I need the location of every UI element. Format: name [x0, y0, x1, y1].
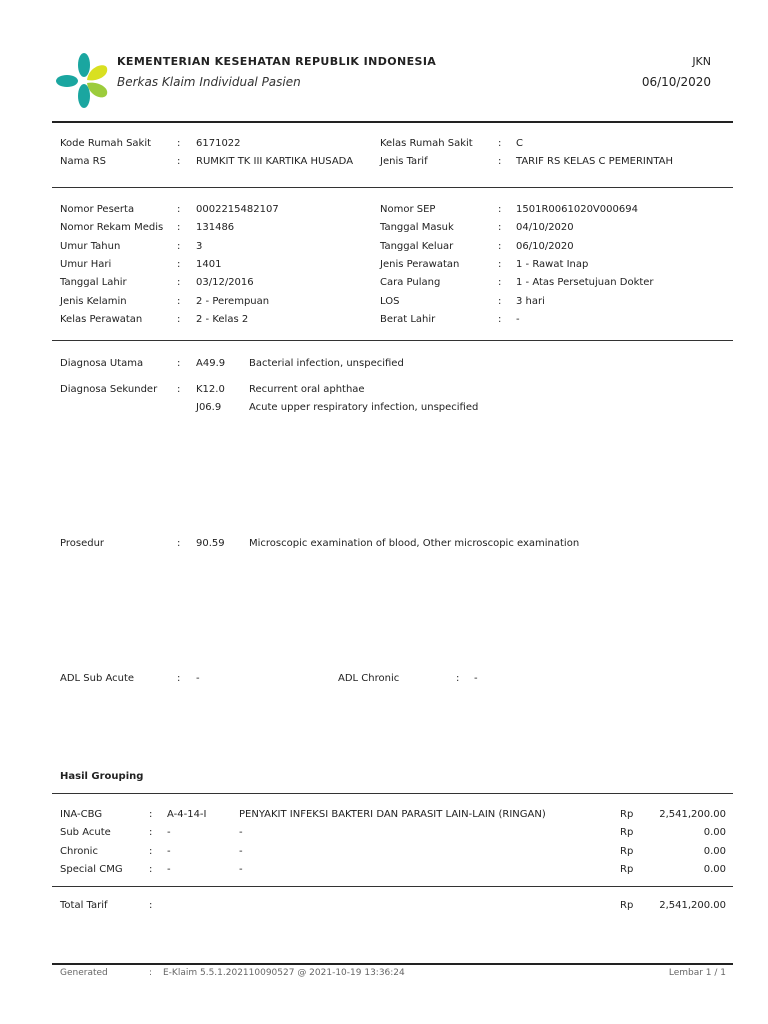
grouping-row-code: A-4-14-I	[167, 809, 207, 820]
grouping-row-amount: 0.00	[703, 845, 726, 857]
grouping-row-label: Special CMG	[60, 863, 123, 875]
adl-chronic-label: ADL Chronic	[338, 673, 400, 684]
grouping-row-label: Chronic	[60, 845, 98, 857]
grouping-row-desc: -	[239, 827, 243, 839]
patient-field-label: LOS	[380, 295, 400, 307]
diagnosa-sekunder-desc: Recurrent oral aphthae	[249, 384, 365, 395]
colon: :	[498, 240, 502, 252]
grouping-row-label: INA-CBG	[60, 809, 103, 820]
grouping-row-currency: Rp	[620, 827, 634, 839]
colon: :	[498, 156, 502, 167]
patient-field-label: Cara Pulang	[380, 277, 441, 289]
grouping-row-currency: Rp	[620, 845, 634, 857]
document-date: 06/10/2020	[641, 75, 711, 89]
colon: :	[149, 968, 153, 978]
colon: :	[177, 295, 181, 307]
nama-rs-value: RUMKIT TK III KARTIKA HUSADA	[196, 156, 354, 167]
grouping-row-code: -	[167, 863, 171, 875]
adl-chronic-value: -	[474, 673, 478, 684]
patient-field-value: 1501R0061020V000694	[516, 204, 638, 215]
patient-field-label: Nomor SEP	[380, 204, 436, 215]
colon: :	[177, 538, 181, 549]
diagnosa-utama-desc: Bacterial infection, unspecified	[249, 358, 404, 369]
colon: :	[149, 827, 153, 839]
colon: :	[177, 384, 181, 395]
kemenkes-logo	[55, 52, 111, 110]
patient-field-label: Tanggal Lahir	[60, 277, 127, 289]
patient-field-value: 2 - Perempuan	[196, 295, 270, 307]
colon: :	[177, 258, 181, 270]
grouping-row-desc: -	[239, 845, 243, 857]
colon: :	[177, 673, 181, 684]
patient-field-value: 0002215482107	[196, 204, 279, 215]
patient-field-value: 131486	[196, 222, 235, 234]
hasil-grouping-title: Hasil Grouping	[60, 771, 144, 782]
colon: :	[498, 313, 502, 325]
grouping-row-currency: Rp	[620, 863, 634, 875]
patient-field-value: 3 hari	[516, 295, 545, 307]
patient-field-value: 3	[196, 240, 203, 252]
colon: :	[456, 673, 460, 684]
diagnosa-sekunder-desc: Acute upper respiratory infection, unspecified	[249, 402, 479, 413]
patient-field-label: Umur Tahun	[60, 240, 121, 252]
section-divider	[52, 340, 733, 341]
footer-divider	[52, 963, 733, 965]
patient-field-label: Jenis Kelamin	[60, 295, 127, 307]
kode-rs-label: Kode Rumah Sakit	[60, 138, 152, 149]
logo-petal-bottom-right	[87, 83, 107, 98]
colon: :	[498, 295, 502, 307]
generated-value: E-Klaim 5.5.1.202110090527 @ 2021-10-19 13:36:24	[163, 968, 405, 978]
patient-field-value: 04/10/2020	[516, 222, 574, 234]
grouping-row-code: -	[167, 845, 171, 857]
prosedur-code: 90.59	[196, 538, 225, 549]
patient-field-value: -	[516, 313, 520, 325]
logo-leaf-left	[56, 75, 78, 87]
jenis-tarif-value: TARIF RS KELAS C PEMERINTAH	[516, 156, 674, 167]
colon: :	[149, 863, 153, 875]
program-label: JKN	[692, 55, 711, 68]
kelas-rs-label: Kelas Rumah Sakit	[380, 138, 473, 149]
patient-field-label: Umur Hari	[60, 258, 112, 270]
diagnosa-utama-label: Diagnosa Utama	[60, 358, 144, 369]
grouping-row-desc: PENYAKIT INFEKSI BAKTERI DAN PARASIT LAIN-LAIN (RINGAN)	[239, 809, 546, 820]
prosedur-label: Prosedur	[60, 538, 105, 549]
patient-field-label: Kelas Perawatan	[60, 313, 143, 325]
page-number: Lembar 1 / 1	[668, 968, 726, 978]
colon: :	[177, 204, 181, 215]
grouping-row-label: Sub Acute	[60, 827, 111, 839]
colon: :	[177, 313, 181, 325]
colon: :	[149, 900, 153, 911]
diagnosa-sekunder-code: J06.9	[196, 402, 222, 413]
patient-field-value: 03/12/2016	[196, 277, 254, 289]
colon: :	[177, 156, 181, 167]
generated-label: Generated	[60, 968, 108, 978]
total-amount: 2,541,200.00	[659, 900, 726, 911]
org-title: KEMENTERIAN KESEHATAN REPUBLIK INDONESIA	[117, 55, 437, 68]
prosedur-desc: Microscopic examination of blood, Other microscopic examination	[249, 538, 580, 549]
colon: :	[177, 222, 181, 234]
diagnosa-sekunder-code: K12.0	[196, 384, 225, 395]
grouping-row-amount: 0.00	[703, 863, 726, 875]
kode-rs-value: 6171022	[196, 138, 241, 149]
colon: :	[498, 277, 502, 289]
colon: :	[498, 138, 502, 149]
grouping-row-amount: 2,541,200.00	[659, 809, 726, 820]
patient-field-value: 1 - Rawat Inap	[516, 258, 589, 270]
patient-field-label: Nomor Peserta	[60, 204, 135, 215]
adl-sub-acute-label: ADL Sub Acute	[60, 673, 135, 684]
total-tarif-label: Total Tarif	[60, 900, 108, 911]
document-subtitle: Berkas Klaim Individual Pasien	[117, 75, 301, 89]
colon: :	[177, 358, 181, 369]
total-divider	[52, 886, 733, 887]
diagnosa-sekunder-label: Diagnosa Sekunder	[60, 384, 158, 395]
grouping-row-currency: Rp	[620, 809, 634, 820]
adl-sub-acute-value: -	[196, 673, 200, 684]
colon: :	[149, 809, 153, 820]
colon: :	[177, 138, 181, 149]
colon: :	[149, 845, 153, 857]
patient-field-value: 2 - Kelas 2	[196, 313, 249, 325]
patient-field-value: 06/10/2020	[516, 240, 574, 252]
colon: :	[498, 222, 502, 234]
grouping-divider	[52, 793, 733, 794]
patient-field-label: Nomor Rekam Medis	[60, 222, 164, 234]
patient-field-value: 1 - Atas Persetujuan Dokter	[516, 277, 654, 289]
jenis-tarif-label: Jenis Tarif	[380, 156, 428, 167]
diagnosa-utama-code: A49.9	[196, 358, 226, 369]
nama-rs-label: Nama RS	[60, 156, 106, 167]
colon: :	[177, 277, 181, 289]
colon: :	[498, 258, 502, 270]
colon: :	[177, 240, 181, 252]
grouping-row-amount: 0.00	[703, 827, 726, 839]
section-divider	[52, 187, 733, 188]
patient-field-label: Jenis Perawatan	[380, 258, 460, 270]
grouping-row-desc: -	[239, 863, 243, 875]
patient-field-label: Berat Lahir	[380, 313, 436, 325]
header-divider	[52, 121, 733, 123]
patient-field-value: 1401	[196, 258, 222, 270]
patient-field-label: Tanggal Masuk	[380, 222, 454, 234]
kelas-rs-value: C	[516, 138, 523, 149]
total-currency: Rp	[620, 900, 634, 911]
colon: :	[498, 204, 502, 215]
patient-field-label: Tanggal Keluar	[380, 240, 454, 252]
grouping-row-code: -	[167, 827, 171, 839]
